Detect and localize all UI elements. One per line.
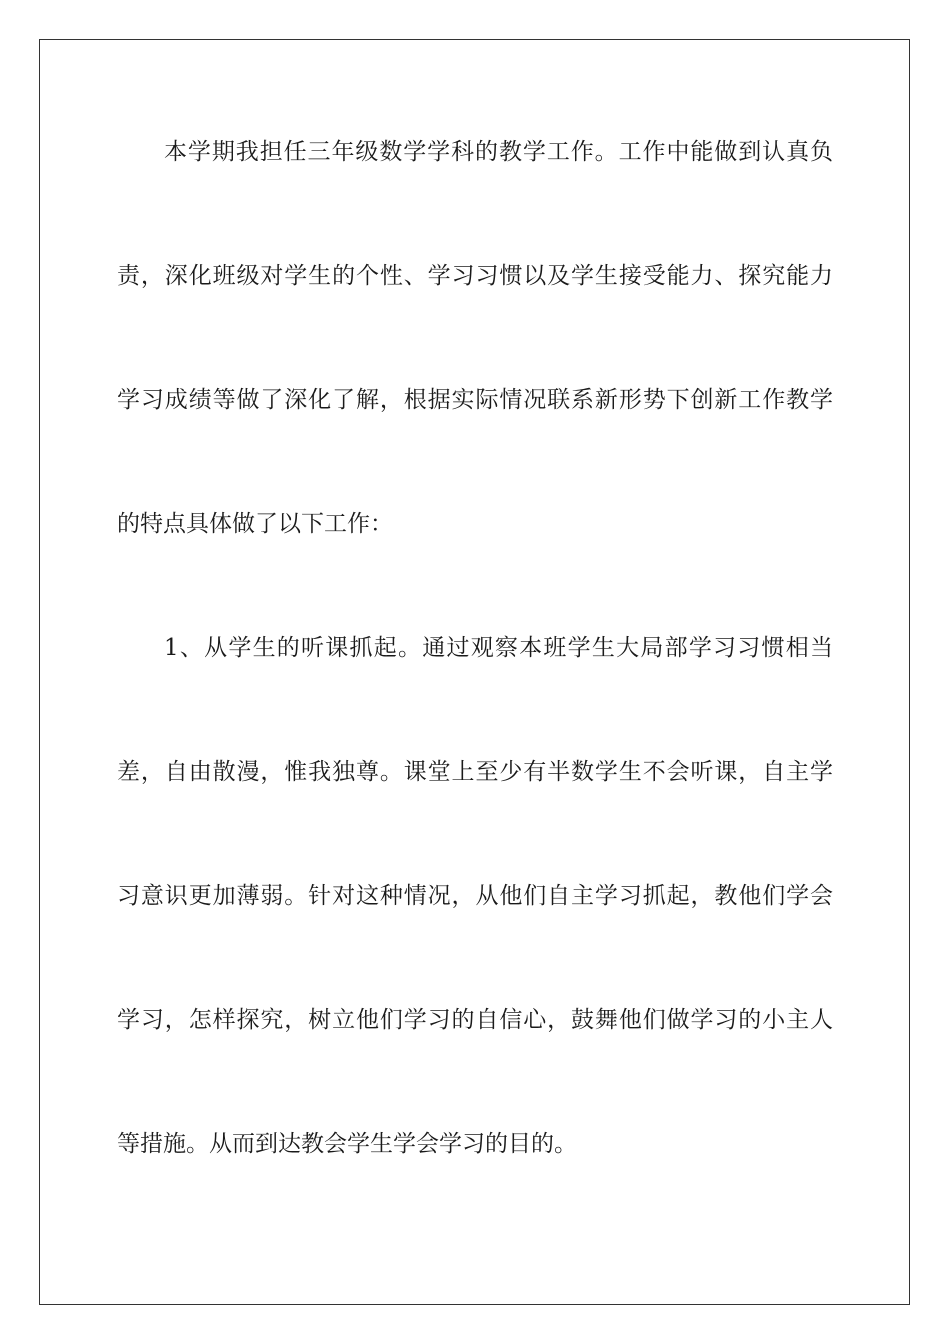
paragraph-line: 1、从学生的听课抓起。通过观察本班学生大局部学习习惯相当 xyxy=(164,635,833,661)
page-border xyxy=(39,39,910,1305)
paragraph-line: 的特点具体做了以下工作： xyxy=(117,511,393,537)
paragraph-line: 学习成绩等做了深化了解，根据实际情况联系新形势下创新工作教学 xyxy=(117,387,833,413)
paragraph-line: 本学期我担任三年级数学学科的教学工作。工作中能做到认真负 xyxy=(164,139,833,165)
paragraph-line: 责，深化班级对学生的个性、学习习惯以及学生接受能力、探究能力 xyxy=(117,263,833,289)
paragraph-line: 学习，怎样探究，树立他们学习的自信心，鼓舞他们做学习的小主人 xyxy=(117,1007,833,1033)
paragraph-line: 习意识更加薄弱。针对这种情况，从他们自主学习抓起，教他们学会 xyxy=(117,883,833,909)
paragraph-line: 等措施。从而到达教会学生学会学习的目的。 xyxy=(117,1131,577,1157)
paragraph-line: 差，自由散漫，惟我独尊。课堂上至少有半数学生不会听课，自主学 xyxy=(117,759,833,785)
